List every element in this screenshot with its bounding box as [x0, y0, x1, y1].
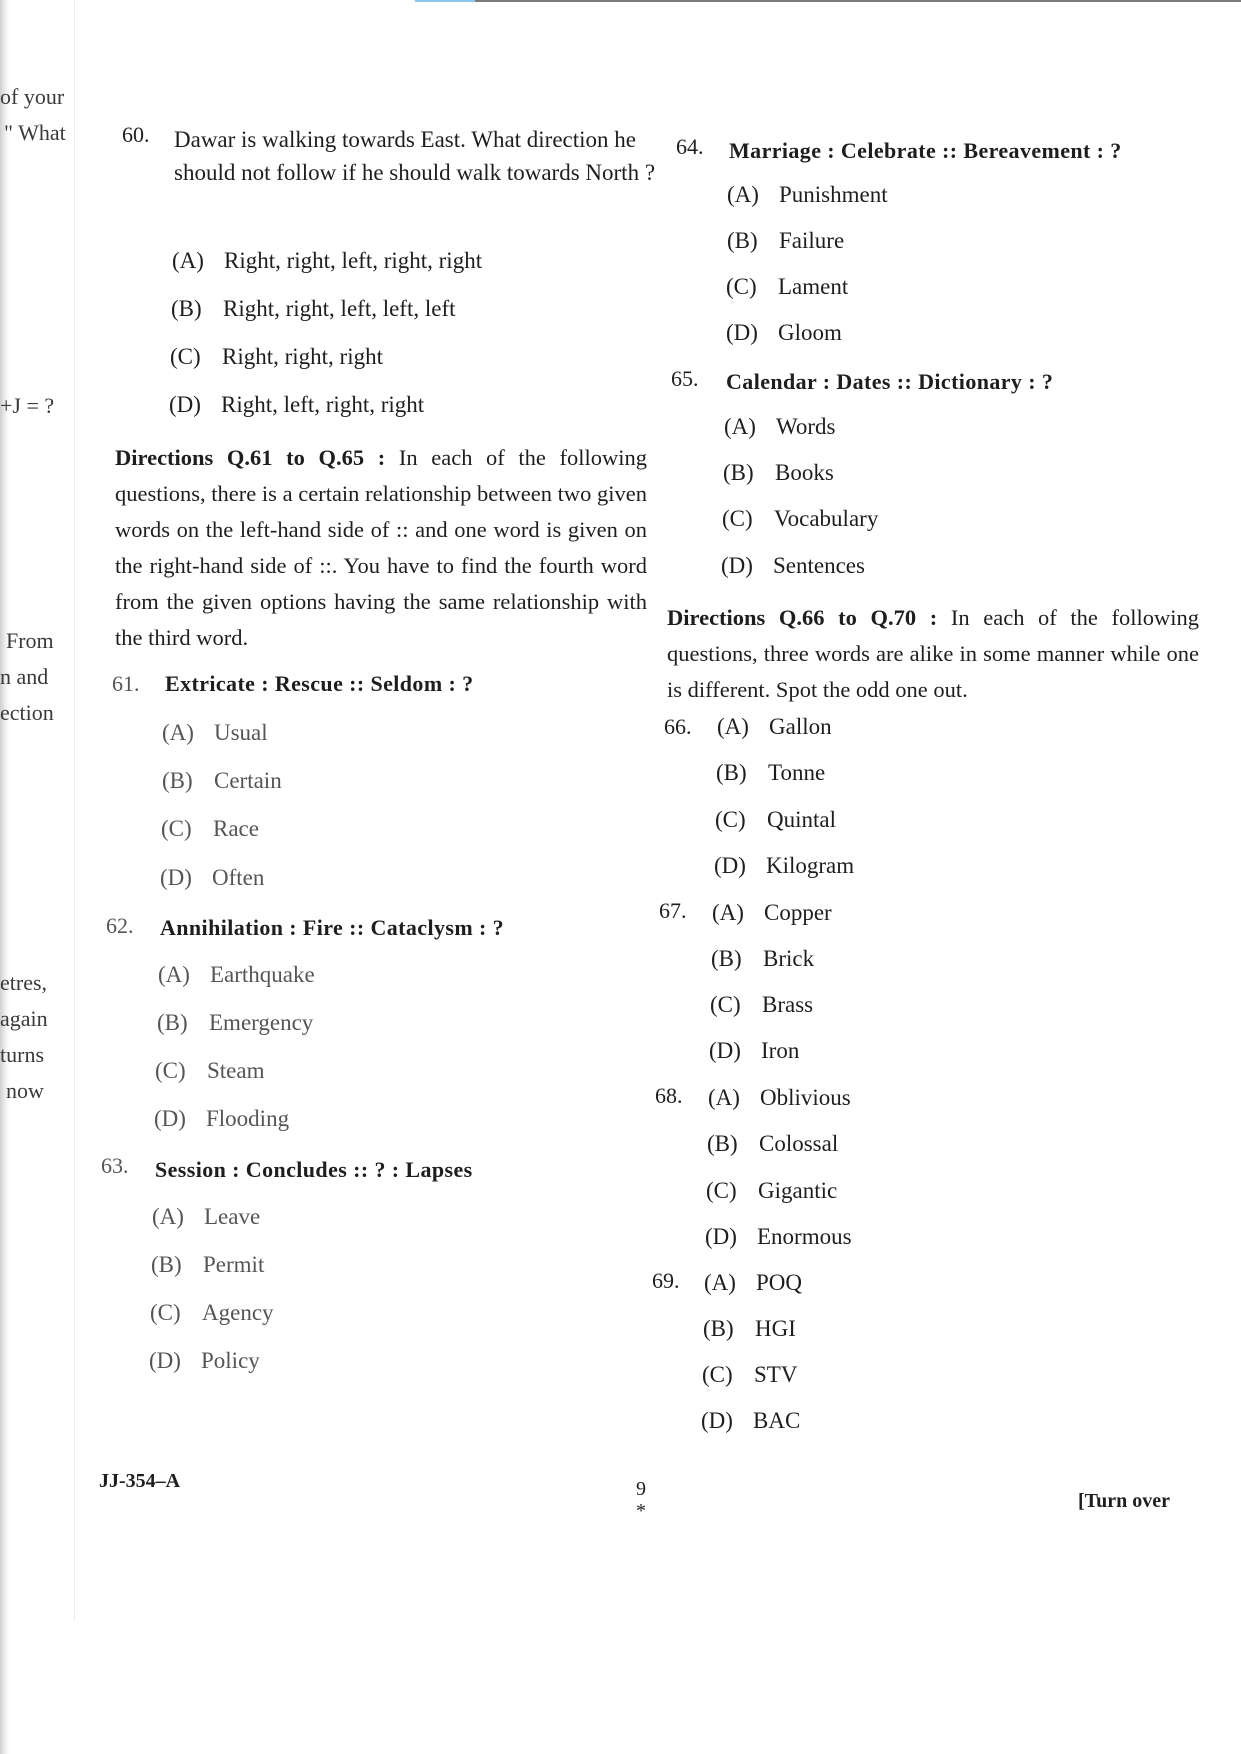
- option-c: (C) Race: [161, 816, 259, 841]
- option-c: (C) Steam: [155, 1058, 265, 1083]
- option-a: (A) Right, right, left, right, right: [172, 248, 483, 273]
- page-number: 9: [636, 1478, 646, 1500]
- question-title: Calendar : Dates :: Dictionary : ?: [726, 369, 1054, 394]
- question-number: 66.: [664, 714, 692, 739]
- option-a: (A) Leave: [152, 1204, 261, 1229]
- option-c: (C) Quintal: [715, 807, 836, 832]
- option-b: (B) Tonne: [716, 760, 826, 785]
- page-edge-shadow: [0, 0, 10, 1754]
- option-d: (D) Sentences: [721, 553, 865, 578]
- option-a: (A) Usual: [162, 720, 268, 745]
- margin-text: turns: [0, 1042, 44, 1067]
- question-number: 61.: [112, 671, 140, 696]
- question-title: Annihilation : Fire :: Cataclysm : ?: [160, 915, 504, 940]
- margin-text: ection: [0, 700, 54, 725]
- question-number: 62.: [106, 913, 134, 938]
- option-d: (D) BAC: [701, 1408, 801, 1433]
- option-d: (D) Gloom: [726, 320, 842, 345]
- option-c: (C) Lament: [726, 274, 849, 299]
- question-title: Extricate : Rescue :: Seldom : ?: [165, 671, 474, 696]
- margin-text: " What: [4, 120, 66, 145]
- option-d: (D) Enormous: [705, 1224, 852, 1249]
- option-d: (D) Policy: [149, 1348, 260, 1373]
- top-rule: [470, 0, 1241, 2]
- question-number: 63.: [101, 1153, 129, 1178]
- question-stem: Dawar is walking towards East. What direction he should not follow if he should walk towards North ?: [174, 127, 656, 185]
- option-b: (B) Books: [723, 460, 834, 485]
- option-d: (D) Iron: [709, 1038, 800, 1063]
- option-c: (C) Gigantic: [706, 1178, 838, 1203]
- option-c: (C) Right, right, right: [170, 344, 383, 369]
- option-d: (D) Right, left, right, right: [169, 392, 425, 417]
- option-b: (B) Emergency: [157, 1010, 314, 1035]
- margin-text: From: [6, 628, 54, 653]
- directions-body: In each of the following questions, there is a certain relationship between two given words on the left-hand side of :: and one word is given on the right-hand side of ::. You have to find the fourth word from the given options having the same relationship with the third word.: [115, 445, 647, 650]
- option-c: (C) Agency: [150, 1300, 274, 1325]
- turn-over-label: [Turn over: [1078, 1490, 1171, 1512]
- option-b: (B) Colossal: [707, 1131, 839, 1156]
- question-number: 68.: [655, 1083, 683, 1108]
- question-title: Session : Concludes :: ? : Lapses: [155, 1157, 473, 1182]
- option-b: (B) Brick: [711, 946, 815, 971]
- option-c: (C) Brass: [710, 992, 814, 1017]
- directions-66-70: [667, 600, 1199, 708]
- question-number: 67.: [659, 898, 687, 923]
- page-star: *: [636, 1500, 646, 1522]
- directions-heading: Directions Q.66 to Q.70 :: [667, 605, 938, 630]
- directions-body: In each of the following questions, three words are alike in some manner while one is different. Spot the odd one out.: [667, 605, 1199, 702]
- option-d: (D) Flooding: [154, 1106, 290, 1131]
- top-rule-accent: [415, 0, 475, 2]
- option-a: (A) POQ: [704, 1270, 803, 1295]
- option-a: (A) Oblivious: [708, 1085, 851, 1110]
- margin-text: n and: [0, 664, 49, 689]
- option-a: (A) Words: [724, 414, 836, 439]
- question-number: 65.: [671, 366, 699, 391]
- fold-line: [74, 0, 75, 1620]
- question-number: 64.: [676, 134, 704, 159]
- option-d: (D) Often: [160, 865, 265, 890]
- question-number: 69.: [652, 1268, 680, 1293]
- option-b: (B) Certain: [162, 768, 282, 793]
- directions-61-65: [115, 440, 647, 656]
- booklet-code: JJ-354–A: [99, 1470, 181, 1492]
- margin-text: now: [6, 1078, 44, 1103]
- margin-text: etres,: [0, 970, 48, 995]
- option-b: (B) HGI: [703, 1316, 796, 1341]
- option-b: (B) Failure: [727, 228, 845, 253]
- option-b: (B) Permit: [151, 1252, 265, 1277]
- option-a: (A) Punishment: [727, 182, 888, 207]
- option-a: (A) Gallon: [717, 714, 832, 739]
- margin-text: again: [0, 1006, 48, 1031]
- directions-heading: Directions Q.61 to Q.65 :: [115, 445, 386, 470]
- question-number: 60.: [122, 122, 150, 147]
- option-a: (A) Earthquake: [158, 962, 315, 987]
- question-title: Marriage : Celebrate :: Bereavement : ?: [729, 138, 1122, 163]
- margin-text: of your: [0, 84, 65, 109]
- option-b: (B) Right, right, left, left, left: [171, 296, 456, 321]
- margin-text: +J = ?: [0, 393, 55, 418]
- option-a: (A) Copper: [712, 900, 832, 925]
- option-c: (C) STV: [702, 1362, 798, 1387]
- option-c: (C) Vocabulary: [722, 506, 879, 531]
- option-d: (D) Kilogram: [714, 853, 855, 878]
